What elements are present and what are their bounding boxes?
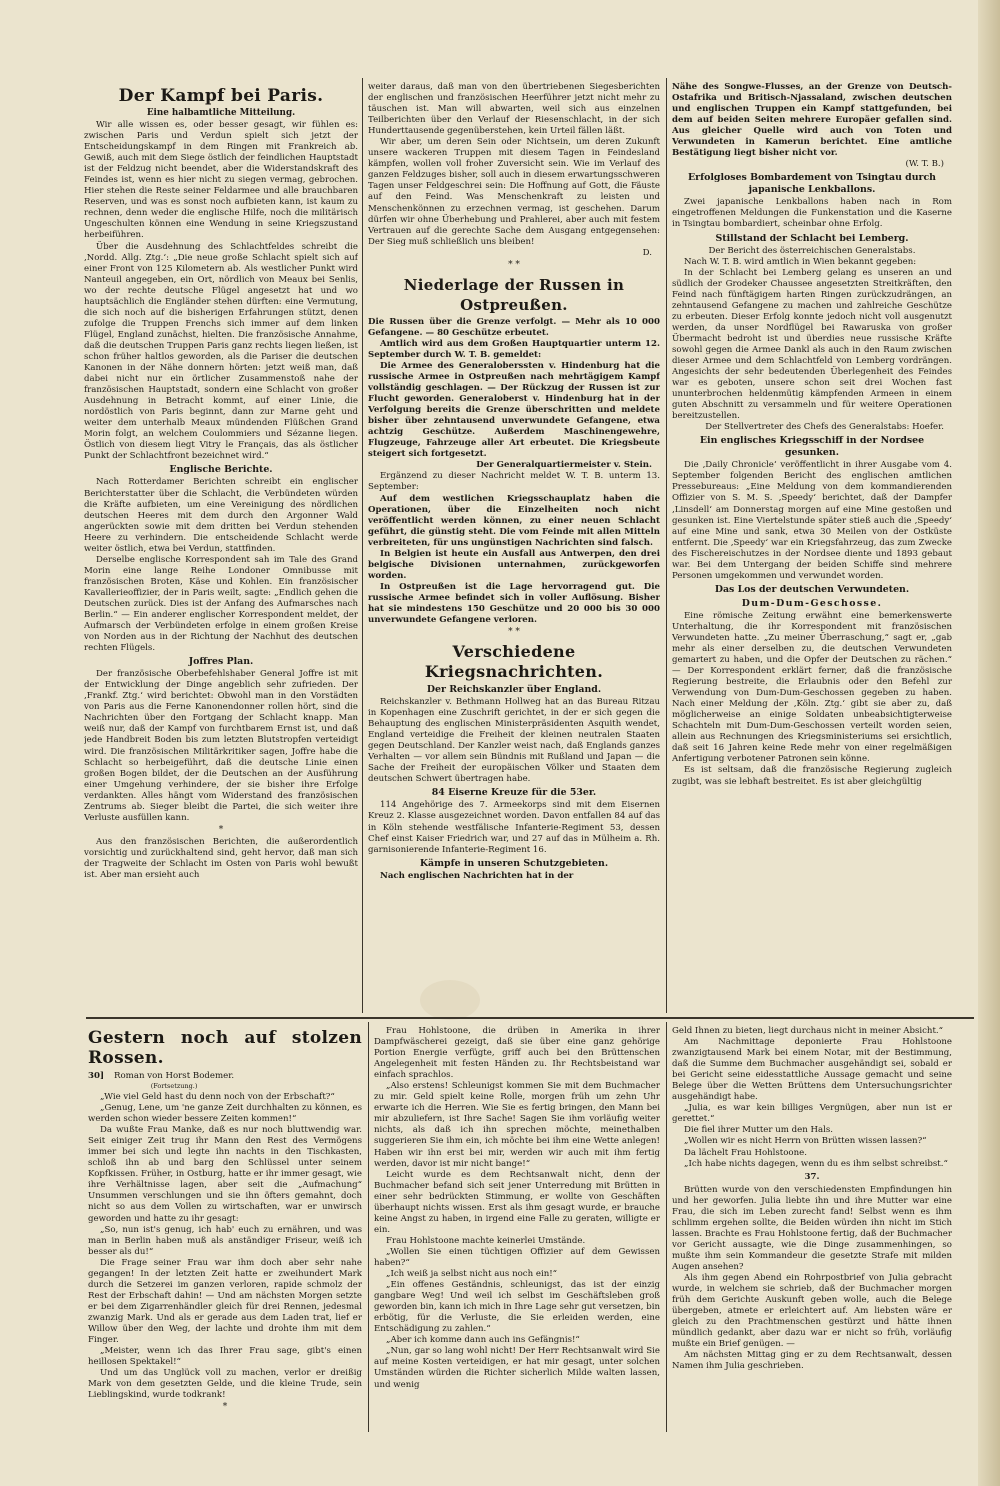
- paragraph: Derselbe englische Korrespondent sah im Tale des Grand Morin eine lange Reihe Londoner Omnibusse mit französischen Broten, Käse und Kohlen. Ein französischer Kavallerieoffizier, der in Paris weilt, sagte: „Endlich gehen die Deutschen zurück. Dies ist der Anfang des Aufmarsches nach Berlin.“ — Ein anderer englischer Korrespondent meldet, der Aufmarsch der Verbündeten erfolge in einem großen Kreise von Norden aus in der Richtung der Nachhut des deutschen rechten Flügels.: [84, 554, 358, 654]
- feuilleton-byline: [88, 1071, 362, 1092]
- paragraph: Geld Ihnen zu bieten, liegt durchaus nicht in meiner Absicht.“: [672, 1026, 944, 1036]
- paragraph: Leicht wurde es dem Rechtsanwalt nicht, denn der Buchmacher befand sich seit jener Unterredung mit Brütten in einer sehr bedrückten Stimmung, er wollte von Geschäften überhaupt nichts wissen. Erst als ihm gesagt wurde, er brauche keine Angst zu haben, in irgend eine Falle zu geraten, willigte er ein.: [374, 1169, 660, 1235]
- feuilleton-rule: [86, 1017, 974, 1019]
- paragraph: „Nun, gar so lang wohl nicht! Der Herr Rechtsanwalt wird Sie auf meine Kosten verteidigen, er hat mir gesagt, unter solchen Umständen würden die Richter sicherlich Milde walten lassen, und wenig: [374, 1346, 660, 1390]
- paragraph: „Ein offenes Geständnis, schleunigst, das ist der einzig gangbare Weg! Und weil ich selbst im Geschäftsleben groß geworden bin, kann ich mich in Ihre Lage sehr gut versetzen, bin erbötig, für die Verluste, die Sie erleiden werden, eine Entschädigung zu zahlen.“: [374, 1280, 660, 1335]
- paragraph: In Ostpreußen ist die Lage hervorragend gut. Die russische Armee befindet sich in voller Auflösung. Bisher hat sie mindestens 150 Geschütze und 20 000 bis 30 000 unverwundete Gefangene verloren.: [368, 581, 660, 626]
- section-heading-tsingtau: Erfolgloses Bombardement von Tsingtau durch japanische Lenkballons.: [688, 172, 936, 196]
- paragraph: Die Frage seiner Frau war ihm doch aber sehr nahe gegangen! In der letzten Zeit hatte er zweihundert Mark durch die Setzerei im ganzen verloren, rapide schmolz der Rest der Erbschaft dahin! — Und am nächsten Morgen setzte er bei dem Zigarrenhändler gleich für drei Rennen, jedesmal zwanzig Mark. Und als er gerade aus dem Laden trat, lief er Willow über den Weg, der lachte und drohte ihm mit dem Finger.: [88, 1257, 362, 1346]
- source-signature: (W. T. B.): [905, 159, 944, 170]
- lead-paragraph: Die Russen über die Grenze verfolgt. — Mehr als 10 000 Gefangene. — 80 Geschütze erbeutet.: [368, 316, 660, 338]
- lead-paragraph: Der Bericht des österreichischen Generalstabs.: [708, 245, 916, 256]
- feuilleton-column-3: [672, 1026, 952, 1426]
- paragraph: „So, nun ist's genug, ich hab' euch zu ernähren, und was man in Berlin haben muß als anständiger Friseur, weiß ich besser als du!“: [88, 1224, 362, 1257]
- continuation-note: (Fortsetzung.): [150, 1082, 198, 1090]
- paragraph: Ergänzend zu dieser Nachricht meldet W. T. B. unterm 13. September:: [368, 471, 660, 493]
- author-signature: D.: [642, 247, 652, 258]
- paragraph: In Belgien ist heute ein Ausfall aus Antwerpen, den drei belgische Divisionen unternahmen, zurückgeworfen worden.: [368, 548, 660, 581]
- paragraph: Am Nachmittage deponierte Frau Hohlstoone zwanzigtausend Mark bei einem Notar, mit der Bestimmung, daß die Summe dem Buchmacher ausgehändigt sei, sobald er bei Gericht seine eidesstattliche Aussage gemacht und seine Belege über die Wetten Brüttens dem Untersuchungsrichter ausgehändigt habe.: [672, 1037, 952, 1103]
- feuilleton-title: Gestern noch auf stolzen Rossen.: [88, 1028, 362, 1068]
- paragraph: Frau Hohlstoone machte keinerlei Umstände.: [386, 1235, 586, 1246]
- paragraph: Es ist seltsam, daß die französische Regierung zugleich zugibt, was sie lebhaft bestreitet. Es ist aber gleichgültig: [672, 765, 952, 787]
- paragraph: Frau Hohlstoone, die drüben in Amerika in ihrer Dampfwäscherei gezeigt, daß sie über eine ganz gehörige Portion Energie verfügte, griff auch bei den Brüttenschen Angelegenheit mit festen Händen zu. Ihr Rechtsbeistand war einfach sprachlos.: [374, 1026, 660, 1081]
- paragraph: Über die Ausdehnung des Schlachtfeldes schreibt die ‚Nordd. Allg. Ztg.‘: „Die neue große Schlacht spielt sich auf einer Front von 125 Kilometern ab. Als westlicher Punkt wird Nanteuil angegeben, ein Ort, nördlich von Meaux bei Senlis, wo der rechte deutsche Flügel angesetzt hat und wo hauptsächlich die Engländer stehen dürften: eine Vermutung, die sich noch auf die bisherigen Erfahrungen stützt, denen zufolge die Truppen Frenchs sich immer auf dem linken Flügel, England zunächst, hielten. Die französische Annahme, daß die deutschen Truppen Paris ganz rechts liegen ließen, ist schon früher haltlos geworden, als die Pariser die deutschen Kanonen in der Nähe donnern hörten: jetzt weiß man, daß dabei nicht nur ein örtlicher Zusammenstoß nahe der französischen Hauptstadt, sondern eine Schlacht von großer Ausdehnung in Betracht kommt, auf einer Linie, die nordöstlich von Paris beginnt, dann zur Marne geht und weiter dem unterhalb Meaux mündenden Flüßchen Grand Morin folgt, an welchem Coulommiers und Sézanne liegen. Östlich von diesem liegt Vitry le Français, das als östlicher Punkt der Schlachtfront bezeichnet wird.“: [84, 241, 358, 462]
- column-rule: [666, 1022, 667, 1432]
- feuilleton-column-2: [374, 1026, 660, 1426]
- section-heading-joffres-plan: Joffres Plan.: [188, 656, 254, 668]
- paragraph: Amtlich wird aus dem Großen Hauptquartier unterm 12. September durch W. T. B. gemeldet:: [368, 338, 660, 360]
- paragraph: Nach W. T. B. wird amtlich in Wien bekannt gegeben:: [684, 256, 917, 267]
- subheadline: Eine halbamtliche Mitteilung.: [146, 108, 296, 118]
- paragraph: Die ‚Daily Chronicle‘ veröffentlicht in ihrer Ausgabe vom 4. September folgenden Bericht des englischen amtlichen Pressebureaus: „Eine Meldung von dem kommandierenden Offizier von S. M. S. ‚Speedy‘ berichtet, daß der Dampfer ‚Linsdell‘ am Donnerstag morgen auf eine Mine gestoßen und gesunken ist. Eine Viertelstunde später stieß auch die ‚Speedy‘ auf eine Mine und sank, etwa 30 Meilen von der Ostküste entfernt. Die ‚Speedy‘ war ein Kriegsfahrzeug, das zum Zwecke des Fischereischutzes in der Nordsee diente und 1893 gebaut war. Bei dem Untergang der beiden Schiffe sind mehrere Personen umgekommen und verwundet worden.: [672, 460, 952, 581]
- section-heading-dumdum: Dum-Dum-Geschosse.: [741, 597, 883, 609]
- byline-block: [114, 1071, 234, 1092]
- paragraph: Und um das Unglück voll zu machen, verlor er dreißig Mark von dem gesetzten Gelde, und die kleine Trude, sein Lieblingskind, wurde todkrank!: [88, 1368, 362, 1401]
- paragraph: Wir alle wissen es, oder besser gesagt, wir fühlen es: zwischen Paris und Verdun spielt sich jetzt der Entscheidungskampf in dem Ringen mit Frankreich ab. Gewiß, auch mit dem Siege östlich der feindlichen Hauptstadt ist der Feldzug nicht beendet, aber die Widerstandskraft des Feindes ist, wenn es hier nicht zu siegen vermag, gebrochen. Hier stehen die Reste seiner Feldarmee und alle brauchbaren Reserven, und was es sonst noch aufbieten kann, ist kaum zu rechnen, denn weder die englische Hilfe, noch die militärisch Ungeschulten können eine Wendung in seine Kriegszustand herbeiführen.: [84, 120, 358, 241]
- paragraph: Da wußte Frau Manke, daß es nur noch bluttwendig war. Seit einiger Zeit trug ihr Mann den Rest des Vermögens immer bei sich und legte ihn nachts in den Tischkasten, schloß ihn ab und barg den Schlüssel unter seinem Kopfkissen. Früher, in Ostburg, hatte er ihr immer gesagt, wie ihre Verhältnisse lagen, aber seit die „Aufmachung“ Unsummen verschlungen und sie ihn öfters gemahnt, doch nicht so aus dem Vollen zu wirtschaften, war er unwirsch geworden und hatte zu ihr gesagt:: [88, 1125, 362, 1224]
- signature-stellvertreter: Der Stellvertreter des Chefs des Generalstabs: Hoefer.: [705, 422, 944, 433]
- section-heading-kriegsschiff: Ein englisches Kriegsschiff in der Nordsee gesunken.: [699, 435, 925, 459]
- headline-verschiedene-kriegsnachrichten: Verschiedene Kriegsnachrichten.: [424, 642, 604, 682]
- paragraph: Nach englischen Nachrichten hat in der: [380, 870, 574, 881]
- paragraph: Nähe des Songwe-Flusses, an der Grenze von Deutsch-Ostafrika und Britisch-Njassaland, zwischen deutschen und englischen Truppen ein Kampf stattgefunden, bei dem auf beiden Seiten mehrere Europäer gefallen sind. Aus gleicher Quelle wird auch von Toten und Verwundeten in Kamerun berichtet. Eine amtliche Bestätigung liegt bisher nicht vor.: [672, 82, 952, 159]
- paragraph: In der Schlacht bei Lemberg gelang es unseren an und südlich der Grodeker Chaussee angesetzten Streitkräften, den Feind nach fünftägigem harten Ringen zurückzudrängen, an zehntausend Gefangene zu machen und zahlreiche Geschütze zu erbeuten. Dieser Erfolg konnte jedoch nicht voll ausgenutzt werden, da unser Nordflügel bei Rawaruska von großer Übermacht bedroht ist und überdies neue russische Kräfte sowohl gegen die Armee Dankl als auch in den Raum zwischen dieser Armee und dem Schlachtfeld von Lemberg vordrängen. Angesichts der sehr bedeutenden Überlegenheit des Feindes war es geboten, unsere schon seit drei Wochen fast ununterbrochen heldenmütig kämpfenden Armeen in einem guten Abschnitt zu versammeln und für weitere Operationen bereitzustellen.: [672, 267, 952, 422]
- paragraph: „Wollen wir es nicht Herrn von Brütten wissen lassen?“: [684, 1136, 927, 1147]
- section-heading-englische-berichte: Englische Berichte.: [169, 464, 273, 476]
- installment-number: 30]: [88, 1071, 105, 1081]
- paragraph: Die fiel ihrer Mutter um den Hals.: [684, 1125, 834, 1136]
- chapter-number: 37.: [804, 1171, 820, 1182]
- column-rule: [362, 78, 363, 1013]
- paragraph: Eine römische Zeitung erwähnt eine bemerkenswerte Unterhaltung, die ihr Korrespondent mit französischen Verwundeten hatte. „Zu meiner Überraschung,“ sagt er, „gab mehr als einer derselben zu, die deutschen Verwundeten gemartert zu haben, und die Opfer der Deutschen zu rächen.“ — Der Korrespondent erklärt ferner, daß die französische Regierung bestreite, die Erlaubnis oder den Befehl zur Verwendung von Dum-Dum-Geschossen gegeben zu haben. Nach einer Meldung der ‚Köln. Ztg.‘ gibt sie aber zu, daß möglicherweise an einige Soldaten unbeabsichtigterweise Schachteln mit Dum-Dum-Geschossen verteilt worden seien, allein aus Rechnungen des Kriegsministeriums sei ersichtlich, daß seit 16 Jahren keine Rede mehr von einer regelmäßigen Anfertigung verbotener Patronen sein könne.: [672, 610, 952, 765]
- paragraph: weiter daraus, daß man von den übertriebenen Siegesberichten der englischen und französischen Heerführer jetzt nicht mehr zu täuschen ist. Man will abwarten, weil sich aus einzelnen Teilberichten über den Verlauf der Riesenschlacht, in der sich Hunderttausende gegenüberstehen, kein Urteil fällen läßt.: [368, 82, 660, 137]
- paragraph: „Also erstens! Schleunigst kommen Sie mit dem Buchmacher zu mir. Geld spielt keine Rolle, morgen früh um zehn Uhr erwarte ich die Herren. Wie Sie es fertig bringen, den Mann bei mir abzuliefern, ist Ihre Sache! Sagen Sie ihm vorläufig weiter nichts, als daß ich ihn sprechen möchte, meinethalben suggerieren Sie ihm ein, ich möchte bei ihm eine Wette anlegen! Haben wir ihn erst bei mir, werden wir auch mit ihm fertig werden, davor ist mir nicht bange!“: [374, 1081, 660, 1169]
- article-column-2: [368, 82, 660, 1014]
- paragraph: Zwei japanische Lenkballons haben nach in Rom eingetroffenen Meldungen die Funkenstation und die Kaserne in Tsingtau bombardiert, scheinbar ohne Erfolg.: [672, 197, 952, 230]
- paragraph: Nach Rotterdamer Berichten schreibt ein englischer Berichterstatter über die Schlacht, die Verbündeten würden die Kräfte aufbieten, um eine Vereinigung des nördlichen deutschen Heeres mit dem durch den Argonner Wald angerückten sowie mit dem dritten bei Verdun stehenden Heere zu verhindern. Die entscheidende Schlacht werde weiter östlich, etwa bei Verdun, stattfinden.: [84, 477, 358, 554]
- signature-generalquartiermeister: Der Generalquartiermeister v. Stein.: [476, 460, 652, 471]
- paragraph: „Wie viel Geld hast du denn noch von der Erbschaft?“: [100, 1092, 335, 1102]
- paragraph: Brütten wurde von den verschiedensten Empfindungen hin und her geworfen. Julia liebte ihn und ihre Mutter war eine Frau, die sich im Leben zurecht fand! Selbst wenn es ihm schlimm ergehen sollte, die Beiden würden ihn nicht im Stich lassen. Brachte es Frau Hohlstoone fertig, daß der Buchmacher vor Gericht aussagte, wie die Dinge zusammenhingen, so mußte ihm sein Kommandeur die gesetzte Strafe mit milden Augen ansehen?: [672, 1184, 952, 1272]
- paragraph: Die Armee des Generaloberssten v. Hindenburg hat die russische Armee in Ostpreußen nach mehrtägigem Kampf vollständig geschlagen. — Der Rückzug der Russen ist zur Flucht geworden. Generaloberst v. Hindenburg hat in der Verfolgung bereits die Grenze überschritten und meldete bisher über zehntausend unverwundete Gefangene, etwa achtzig Geschütze. Außerdem Maschinengewehre, Flugzeuge, Fahrzeuge aller Art erbeutet. Die Kriegsbeute steigert sich fortgesetzt.: [368, 360, 660, 460]
- separator-star: *: [218, 824, 224, 835]
- section-heading-schutzgebiete: Kämpfe in unseren Schutzgebieten.: [419, 857, 609, 869]
- paragraph: Da lächelt Frau Hohlstoone.: [684, 1147, 807, 1158]
- paragraph: Aus den französischen Berichten, die außerordentlich vorsichtig und zurückhaltend sind, geht hervor, daß man sich der Tragweite der Schlacht im Osten von Paris wohl bewußt ist. Aber man ersieht auch: [84, 836, 358, 880]
- page-edge: [978, 0, 1000, 1486]
- paragraph: „Aber ich komme dann auch ins Gefängnis!“: [386, 1335, 580, 1346]
- paragraph: Auf dem westlichen Kriegsschauplatz haben die Operationen, über die Einzelheiten noch nicht veröffentlicht werden können, zu einer neuen Schlacht geführt, die günstig steht. Die vom Feinde mit allen Mitteln verbreiteten, für uns ungünstigen Nachrichten sind falsch.: [368, 493, 660, 548]
- paragraph: Wir aber, um deren Sein oder Nichtsein, um deren Zukunft unsere wackeren Truppen mit diesem Tagen in Feindesland kämpfen, wollen voll froher Zuversicht sein. Wie im Verlauf des ganzen Feldzuges bisher, soll auch in diesem erwartungsschweren Tagen unser Feldgeschrei sein: Die Hoffnung auf Gott, die Fäuste auf den Feind. Was Menschenkraft zu leisten und Menschenkönnen zu erzechnen vermag, ist geschehen. Darum dürfen wir ohne Überhebung und Prahlerei, aber auch mit festem Vertrauen auf die gerechte Sache dem Ausgang entgegensehen: Der Sieg muß schließlich uns bleiben!: [368, 137, 660, 247]
- section-heading-lemberg: Stillstand der Schlacht bei Lemberg.: [715, 232, 909, 244]
- column-rule: [368, 1022, 369, 1432]
- paragraph: „Ich weiß ja selbst nicht aus noch ein!“: [386, 1269, 558, 1280]
- section-heading-eiserne-kreuze: 84 Eiserne Kreuze für die 53er.: [431, 787, 597, 799]
- paragraph: 114 Angehörige des 7. Armeekorps sind mit dem Eisernen Kreuz 2. Klasse ausgezeichnet worden. Davon entfallen 84 auf das in Köln stehende westfälische Infanterie-Regiment 53, dessen Chef einst Kaiser Friedrich war, und 27 auf das in Mülheim a. Rh. garnisonierende Infanterie-Regiment 16.: [368, 800, 660, 855]
- byline-author: Roman von Horst Bodemer.: [114, 1071, 235, 1081]
- feuilleton-column-1: [88, 1026, 362, 1426]
- paragraph: „Wollen Sie einen tüchtigen Offizier auf dem Gewissen haben?“: [374, 1246, 660, 1268]
- paragraph: Als ihm gegen Abend ein Rohrpostbrief von Julia gebracht wurde, in welchem sie schrieb, daß der Buchmacher morgen früh dem Gerichte Auskunft geben wolle, auch die Belege übergeben, atmete er erleichtert auf. Am liebsten wäre er gleich zu den Prachtmenschen gestürzt und hätte ihnen mündlich gedankt, aber dazu war er nicht so früh, vorläufig mußte ein Brief genügen. —: [672, 1273, 952, 1350]
- article-column-3: [672, 82, 952, 1014]
- paragraph: Am nächsten Mittag ging er zu dem Rechtsanwalt, dessen Namen ihm Julia geschrieben.: [672, 1350, 952, 1372]
- paragraph: „Genug, Lene, um 'ne ganze Zeit durchhalten zu können, es werden schon wieder bessere Zeiten kommen!“: [88, 1103, 362, 1125]
- separator-stars: * *: [508, 259, 520, 270]
- paragraph: „Ich habe nichts dagegen, wenn du es ihm selbst schreibst.“: [684, 1158, 948, 1169]
- separator-stars: * *: [508, 627, 520, 638]
- article-column-1: [84, 82, 358, 1014]
- section-heading-verwundeten: Das Los der deutschen Verwundeten.: [714, 583, 910, 595]
- headline-niederlage-russen: Niederlage der Russen in Ostpreußen.: [403, 275, 625, 314]
- paragraph: Reichskanzler v. Bethmann Hollweg hat an das Bureau Ritzau in Kopenhagen eine Zuschrift gerichtet, in der er sich gegen die Behauptung des englischen Ministerpräsidenten Asquith wendet, England verteidige die Freiheit der kleinen neutralen Staaten gegen Deutschland. Der Kanzler weist nach, daß Englands ganzes Verhalten — vor allem sein Bündnis mit Rußland und Japan — die Sache der Freiheit der europäischen Völker und Staaten dem deutschen Schwert übertragen habe.: [368, 697, 660, 785]
- section-heading-reichskanzler: Der Reichskanzler über England.: [426, 684, 602, 696]
- paragraph: „Julia, es war kein billiges Vergnügen, aber nun ist er gerettet.“: [672, 1103, 952, 1125]
- separator-star: *: [222, 1402, 228, 1413]
- paragraph: Der französische Oberbefehlshaber General Joffre ist mit der Entwicklung der Dinge angeblich sehr zufrieden. Der ‚Frankf. Ztg.‘ wird berichtet: Obwohl man in den Vorstädten von Paris aus die Ferne Kanonendonner rollen hört, sind die Nachrichten über den Fortgang der Schlacht knapp. Man weiß nur, daß der Kampf von furchtbarem Ernst ist, und daß jede Handbreit Boden bis zum letzten Blutstropfen verteidigt wird. Die französischen Militärkritiker sagen, Joffre habe die Schlacht so herbeigeführt, daß die deutsche Linie einen großen Bogen bildet, der die Deutschen an der Ausführung einer Umgehung verhindere, der sie bisher ihre Erfolge verdankten. Alles hängt vom Widerstand des französischen Zentrums ab. Sieger bleibt die Partei, die sich weiter ihre Verluste ausfüllen kann.: [84, 669, 358, 823]
- paragraph: „Meister, wenn ich das Ihrer Frau sage, gibt's einen heillosen Spektakel!“: [88, 1346, 362, 1368]
- headline-kampf-paris: Der Kampf bei Paris.: [118, 86, 324, 106]
- column-rule: [666, 78, 667, 1013]
